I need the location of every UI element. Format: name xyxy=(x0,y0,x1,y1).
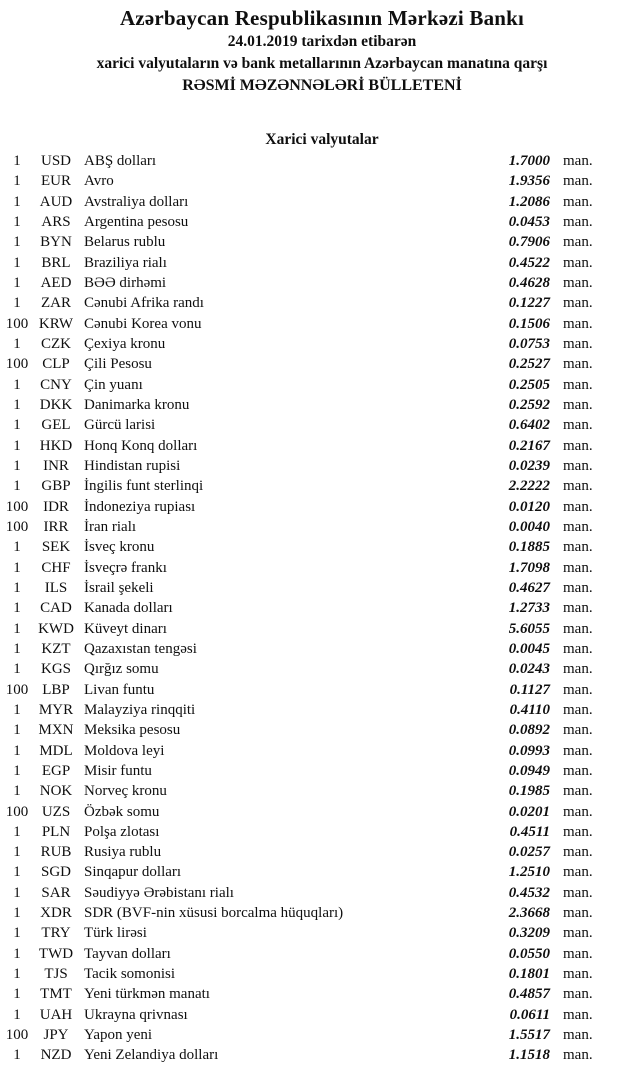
row-currency-code: TJS xyxy=(44,966,68,983)
currency-row xyxy=(0,923,620,943)
row-unit-label: man. xyxy=(563,478,593,495)
row-currency-code: MYR xyxy=(38,701,74,718)
row-quantity: 1 xyxy=(13,417,21,434)
row-unit-label: man. xyxy=(563,213,593,230)
row-quantity: 1 xyxy=(13,396,21,413)
row-quantity: 1 xyxy=(13,966,21,983)
currency-row xyxy=(0,598,620,618)
row-rate-value: 0.1506 xyxy=(508,315,550,332)
currency-row xyxy=(0,964,620,984)
currency-row xyxy=(0,802,620,822)
row-currency-name: Çili Pesosu xyxy=(84,356,152,373)
row-unit-label: man. xyxy=(563,193,593,210)
row-quantity: 1 xyxy=(13,376,21,393)
row-currency-name: Meksika pesosu xyxy=(84,722,181,739)
row-rate-value: 0.2527 xyxy=(508,356,550,373)
row-quantity: 1 xyxy=(13,620,21,637)
row-rate-value: 0.0550 xyxy=(508,945,550,962)
currency-row xyxy=(0,476,620,496)
row-unit-label: man. xyxy=(563,153,593,169)
row-currency-code: EGP xyxy=(41,762,71,779)
row-rate-value: 1.2510 xyxy=(508,864,550,881)
row-unit-label: man. xyxy=(563,437,593,454)
currency-row xyxy=(0,619,620,639)
row-rate-value: 0.0257 xyxy=(508,844,550,861)
row-currency-code: KGS xyxy=(40,661,71,678)
section-title-foreign-currencies: Xarici valyutalar xyxy=(265,131,379,148)
row-unit-label: man. xyxy=(563,661,593,678)
document-header xyxy=(0,0,620,97)
row-quantity: 1 xyxy=(13,1006,21,1023)
currency-row xyxy=(0,314,620,334)
row-quantity: 1 xyxy=(13,213,21,230)
row-rate-value: 0.4627 xyxy=(508,579,550,596)
row-currency-name: Tayvan dolları xyxy=(84,945,171,962)
row-unit-label: man. xyxy=(563,762,593,779)
row-rate-value: 5.6055 xyxy=(508,620,550,637)
row-rate-value: 0.0453 xyxy=(508,213,550,230)
row-quantity: 100 xyxy=(5,356,29,373)
row-rate-value: 0.0239 xyxy=(508,457,550,474)
row-quantity: 1 xyxy=(13,437,21,454)
currency-row xyxy=(0,232,620,252)
row-unit-label: man. xyxy=(563,559,593,576)
row-quantity: 1 xyxy=(13,193,21,210)
row-currency-code: AUD xyxy=(39,193,73,210)
row-quantity: 1 xyxy=(13,254,21,271)
row-rate-value: 0.0120 xyxy=(508,498,550,515)
currency-row xyxy=(0,537,620,557)
row-quantity: 1 xyxy=(13,234,21,251)
row-unit-label: man. xyxy=(563,1047,593,1064)
row-rate-value: 2.3668 xyxy=(508,905,550,922)
currency-row xyxy=(0,171,620,191)
currency-row xyxy=(0,334,620,354)
row-currency-name: Moldova leyi xyxy=(84,742,165,759)
row-currency-name: Livan funtu xyxy=(84,681,155,698)
row-currency-code: CLP xyxy=(42,356,70,373)
row-unit-label: man. xyxy=(563,254,593,271)
row-rate-value: 0.1801 xyxy=(508,966,550,983)
row-currency-code: ILS xyxy=(44,579,68,596)
row-currency-code: PLN xyxy=(41,823,71,840)
row-quantity: 100 xyxy=(5,498,29,515)
row-currency-name: İsrail şekeli xyxy=(84,579,154,596)
currency-row xyxy=(0,375,620,395)
row-quantity: 1 xyxy=(13,173,21,190)
row-currency-code: XDR xyxy=(40,905,72,922)
row-quantity: 1 xyxy=(13,478,21,495)
row-unit-label: man. xyxy=(563,498,593,515)
currency-row xyxy=(0,903,620,923)
row-rate-value: 0.4628 xyxy=(508,274,550,291)
row-quantity: 1 xyxy=(13,945,21,962)
row-unit-label: man. xyxy=(563,234,593,251)
row-rate-value: 0.4110 xyxy=(509,701,550,718)
row-quantity: 1 xyxy=(13,783,21,800)
currency-row xyxy=(0,639,620,659)
row-currency-name: Norveç kronu xyxy=(84,783,167,800)
row-currency-name: Səudiyyə Ərəbistanı rialı xyxy=(84,884,234,901)
row-currency-code: LBP xyxy=(42,681,70,698)
currency-row xyxy=(0,497,620,517)
row-currency-name: Cənubi Korea vonu xyxy=(84,315,202,332)
currency-row xyxy=(0,862,620,882)
row-unit-label: man. xyxy=(563,945,593,962)
row-rate-value: 0.4511 xyxy=(509,823,550,840)
row-unit-label: man. xyxy=(563,518,593,535)
row-currency-code: INR xyxy=(43,457,69,474)
row-currency-name: Yeni türkmən manatı xyxy=(84,986,210,1003)
currency-row xyxy=(0,944,620,964)
row-quantity: 1 xyxy=(13,905,21,922)
row-currency-code: UZS xyxy=(41,803,71,820)
row-quantity: 100 xyxy=(5,315,29,332)
row-currency-code: NZD xyxy=(40,1047,72,1064)
row-unit-label: man. xyxy=(563,620,593,637)
row-quantity: 1 xyxy=(13,559,21,576)
row-quantity: 1 xyxy=(13,335,21,352)
row-currency-code: TWD xyxy=(38,945,74,962)
row-currency-name: İngilis funt sterlinqi xyxy=(84,478,204,495)
row-currency-name: Sinqapur dolları xyxy=(84,864,182,881)
row-unit-label: man. xyxy=(563,640,593,657)
row-currency-name: İsveçrə frankı xyxy=(84,559,167,576)
currency-row xyxy=(0,192,620,212)
row-currency-name: Hindistan rupisi xyxy=(84,457,181,474)
row-unit-label: man. xyxy=(563,864,593,881)
row-unit-label: man. xyxy=(563,335,593,352)
row-currency-code: TRY xyxy=(41,925,71,942)
currency-row xyxy=(0,1025,620,1045)
row-rate-value: 0.0045 xyxy=(508,640,550,657)
row-rate-value: 0.6402 xyxy=(508,417,550,434)
row-unit-label: man. xyxy=(563,376,593,393)
row-unit-label: man. xyxy=(563,1006,593,1023)
row-rate-value: 0.1227 xyxy=(508,295,550,312)
row-currency-code: KRW xyxy=(38,315,74,332)
row-quantity: 1 xyxy=(13,722,21,739)
row-rate-value: 0.4522 xyxy=(508,254,550,271)
row-currency-name: Danimarka kronu xyxy=(84,396,190,413)
row-rate-value: 0.0993 xyxy=(508,742,550,759)
currency-row xyxy=(0,578,620,598)
currency-row xyxy=(0,395,620,415)
row-currency-name: Türk lirəsi xyxy=(84,925,147,942)
row-rate-value: 1.5517 xyxy=(508,1027,550,1044)
row-currency-code: CNY xyxy=(40,376,72,393)
currency-row xyxy=(0,1005,620,1025)
row-quantity: 1 xyxy=(13,884,21,901)
row-currency-code: AED xyxy=(40,274,72,291)
row-currency-code: GBP xyxy=(41,478,71,495)
row-unit-label: man. xyxy=(563,884,593,901)
row-rate-value: 1.9356 xyxy=(508,173,550,190)
currency-row xyxy=(0,436,620,456)
row-currency-name: BƏƏ dirhəmi xyxy=(84,274,167,291)
row-quantity: 1 xyxy=(13,844,21,861)
row-rate-value: 1.7000 xyxy=(508,153,550,169)
row-quantity: 1 xyxy=(13,925,21,942)
row-unit-label: man. xyxy=(563,356,593,373)
row-currency-name: İran rialı xyxy=(84,518,137,535)
row-rate-value: 0.0201 xyxy=(508,803,550,820)
row-currency-name: Honq Konq dolları xyxy=(84,437,198,454)
currency-row xyxy=(0,741,620,761)
row-currency-name: SDR (BVF-nin xüsusi borcalma hüquqları) xyxy=(84,905,344,922)
row-quantity: 1 xyxy=(13,661,21,678)
row-rate-value: 0.0892 xyxy=(508,722,550,739)
row-unit-label: man. xyxy=(563,295,593,312)
currency-row xyxy=(0,456,620,476)
row-currency-code: BYN xyxy=(40,234,72,251)
row-currency-name: Çexiya kronu xyxy=(84,335,166,352)
row-currency-name: Ukrayna qrivnası xyxy=(84,1006,188,1023)
currency-row xyxy=(0,354,620,374)
row-currency-code: USD xyxy=(40,153,71,169)
row-currency-name: Polşa zlotası xyxy=(84,823,160,840)
row-currency-name: Qazaxıstan tengəsi xyxy=(84,640,197,657)
row-quantity: 1 xyxy=(13,823,21,840)
row-rate-value: 0.2505 xyxy=(508,376,550,393)
row-rate-value: 0.1127 xyxy=(509,681,550,698)
currency-row xyxy=(0,659,620,679)
row-currency-name: Gürcü larisi xyxy=(84,417,156,434)
row-rate-value: 0.1985 xyxy=(508,783,550,800)
row-unit-label: man. xyxy=(563,905,593,922)
row-unit-label: man. xyxy=(563,600,593,617)
effective-date-line: 24.01.2019 tarixdən etibarən xyxy=(227,33,417,50)
row-quantity: 1 xyxy=(13,640,21,657)
currency-row xyxy=(0,842,620,862)
currency-row xyxy=(0,415,620,435)
row-rate-value: 0.3209 xyxy=(508,925,550,942)
row-currency-name: Küveyt dinarı xyxy=(84,620,167,637)
row-currency-code: IRR xyxy=(43,518,69,535)
currency-row xyxy=(0,517,620,537)
currency-row xyxy=(0,781,620,801)
currency-row xyxy=(0,273,620,293)
row-currency-code: RUB xyxy=(40,844,72,861)
row-rate-value: 0.7906 xyxy=(508,234,550,251)
row-currency-code: TMT xyxy=(40,986,72,1003)
row-currency-name: Belarus rublu xyxy=(84,234,166,251)
row-rate-value: 0.0949 xyxy=(508,762,550,779)
row-currency-name: Qırğız somu xyxy=(84,661,159,678)
currency-row xyxy=(0,212,620,232)
row-currency-name: Avro xyxy=(84,173,114,190)
row-quantity: 1 xyxy=(13,701,21,718)
row-rate-value: 1.2733 xyxy=(508,600,550,617)
row-rate-value: 2.2222 xyxy=(508,478,550,495)
row-rate-value: 0.0753 xyxy=(508,335,550,352)
row-unit-label: man. xyxy=(563,579,593,596)
currency-row xyxy=(0,151,620,171)
currency-row xyxy=(0,720,620,740)
row-quantity: 1 xyxy=(13,1047,21,1064)
row-unit-label: man. xyxy=(563,457,593,474)
row-quantity: 100 xyxy=(5,803,29,820)
row-rate-value: 1.2086 xyxy=(508,193,550,210)
row-currency-code: CAD xyxy=(40,600,72,617)
bulletin-title: RƏSMİ MƏZƏNNƏLƏRİ BÜLLETENİ xyxy=(182,77,462,94)
row-currency-code: KZT xyxy=(41,640,71,657)
row-rate-value: 0.4532 xyxy=(508,884,550,901)
currency-row xyxy=(0,680,620,700)
row-unit-label: man. xyxy=(563,844,593,861)
row-currency-name: Çin yuanı xyxy=(84,376,143,393)
row-currency-code: SAR xyxy=(41,884,71,901)
currency-row xyxy=(0,293,620,313)
row-quantity: 1 xyxy=(13,457,21,474)
row-currency-name: İsveç kronu xyxy=(84,539,155,556)
row-currency-code: HKD xyxy=(39,437,73,454)
row-quantity: 1 xyxy=(13,539,21,556)
row-rate-value: 0.0040 xyxy=(508,518,550,535)
row-currency-code: BRL xyxy=(41,254,71,271)
row-currency-code: SGD xyxy=(40,864,71,881)
row-quantity: 1 xyxy=(13,600,21,617)
row-currency-name: Tacik somonisi xyxy=(84,966,176,983)
bulletin-subtitle: xarici valyutaların və bank metallarının Azərbaycan manatına qarşı xyxy=(96,55,548,72)
row-currency-name: ABŞ dolları xyxy=(84,153,157,169)
currency-row xyxy=(0,1045,620,1065)
row-currency-code: CZK xyxy=(41,335,71,352)
currency-row xyxy=(0,761,620,781)
row-currency-code: GEL xyxy=(41,417,71,434)
row-currency-code: ARS xyxy=(41,213,71,230)
row-currency-code: ZAR xyxy=(41,295,71,312)
row-currency-code: IDR xyxy=(43,498,69,515)
currency-row xyxy=(0,558,620,578)
bank-title: Azərbaycan Respublikasının Mərkəzi Bankı xyxy=(119,6,525,30)
row-unit-label: man. xyxy=(563,274,593,291)
row-quantity: 1 xyxy=(13,742,21,759)
row-unit-label: man. xyxy=(563,173,593,190)
row-currency-name: Malayziya rinqqiti xyxy=(84,701,196,718)
row-currency-code: JPY xyxy=(43,1027,69,1044)
row-quantity: 1 xyxy=(13,986,21,1003)
currency-rate-table xyxy=(0,151,620,1066)
row-quantity: 1 xyxy=(13,153,21,169)
row-currency-name: Kanada dolları xyxy=(84,600,173,617)
currency-row xyxy=(0,700,620,720)
row-unit-label: man. xyxy=(563,1027,593,1044)
row-rate-value: 1.1518 xyxy=(508,1047,550,1064)
row-currency-code: NOK xyxy=(39,783,73,800)
row-currency-name: Argentina pesosu xyxy=(84,213,189,230)
row-currency-code: KWD xyxy=(38,620,74,637)
row-unit-label: man. xyxy=(563,701,593,718)
row-quantity: 1 xyxy=(13,762,21,779)
row-currency-name: Cənubi Afrika randı xyxy=(84,295,204,312)
row-unit-label: man. xyxy=(563,966,593,983)
row-currency-name: Yeni Zelandiya dolları xyxy=(84,1047,219,1064)
row-rate-value: 0.1885 xyxy=(508,539,550,556)
row-rate-value: 0.0243 xyxy=(508,661,550,678)
row-unit-label: man. xyxy=(563,315,593,332)
row-quantity: 100 xyxy=(5,1027,29,1044)
row-currency-code: SEK xyxy=(41,539,71,556)
row-unit-label: man. xyxy=(563,742,593,759)
row-rate-value: 1.7098 xyxy=(508,559,550,576)
row-quantity: 1 xyxy=(13,864,21,881)
row-unit-label: man. xyxy=(563,722,593,739)
row-quantity: 100 xyxy=(5,518,29,535)
row-currency-code: MDL xyxy=(39,742,73,759)
row-unit-label: man. xyxy=(563,417,593,434)
row-rate-value: 0.0611 xyxy=(509,1006,550,1023)
row-unit-label: man. xyxy=(563,803,593,820)
row-currency-name: Yapon yeni xyxy=(84,1027,153,1044)
row-currency-code: EUR xyxy=(41,173,71,190)
row-unit-label: man. xyxy=(563,539,593,556)
row-quantity: 100 xyxy=(5,681,29,698)
row-rate-value: 0.4857 xyxy=(508,986,550,1003)
row-currency-code: DKK xyxy=(39,396,73,413)
row-currency-code: CHF xyxy=(41,559,71,576)
row-currency-name: Avstraliya dolları xyxy=(84,193,189,210)
row-currency-name: Misir funtu xyxy=(84,762,152,779)
currency-row xyxy=(0,253,620,273)
row-quantity: 1 xyxy=(13,274,21,291)
row-unit-label: man. xyxy=(563,925,593,942)
currency-row xyxy=(0,883,620,903)
row-unit-label: man. xyxy=(563,681,593,698)
row-unit-label: man. xyxy=(563,396,593,413)
row-unit-label: man. xyxy=(563,823,593,840)
row-rate-value: 0.2167 xyxy=(508,437,550,454)
row-quantity: 1 xyxy=(13,579,21,596)
row-currency-code: UAH xyxy=(39,1006,73,1023)
row-currency-name: Özbək somu xyxy=(84,803,160,820)
row-currency-name: Rusiya rublu xyxy=(84,844,162,861)
row-currency-code: MXN xyxy=(38,722,74,739)
row-quantity: 1 xyxy=(13,295,21,312)
currency-row xyxy=(0,822,620,842)
row-currency-name: Braziliya rialı xyxy=(84,254,167,271)
row-currency-name: İndoneziya rupiası xyxy=(84,498,196,515)
row-unit-label: man. xyxy=(563,783,593,800)
row-unit-label: man. xyxy=(563,986,593,1003)
row-rate-value: 0.2592 xyxy=(508,396,550,413)
currency-row xyxy=(0,984,620,1004)
